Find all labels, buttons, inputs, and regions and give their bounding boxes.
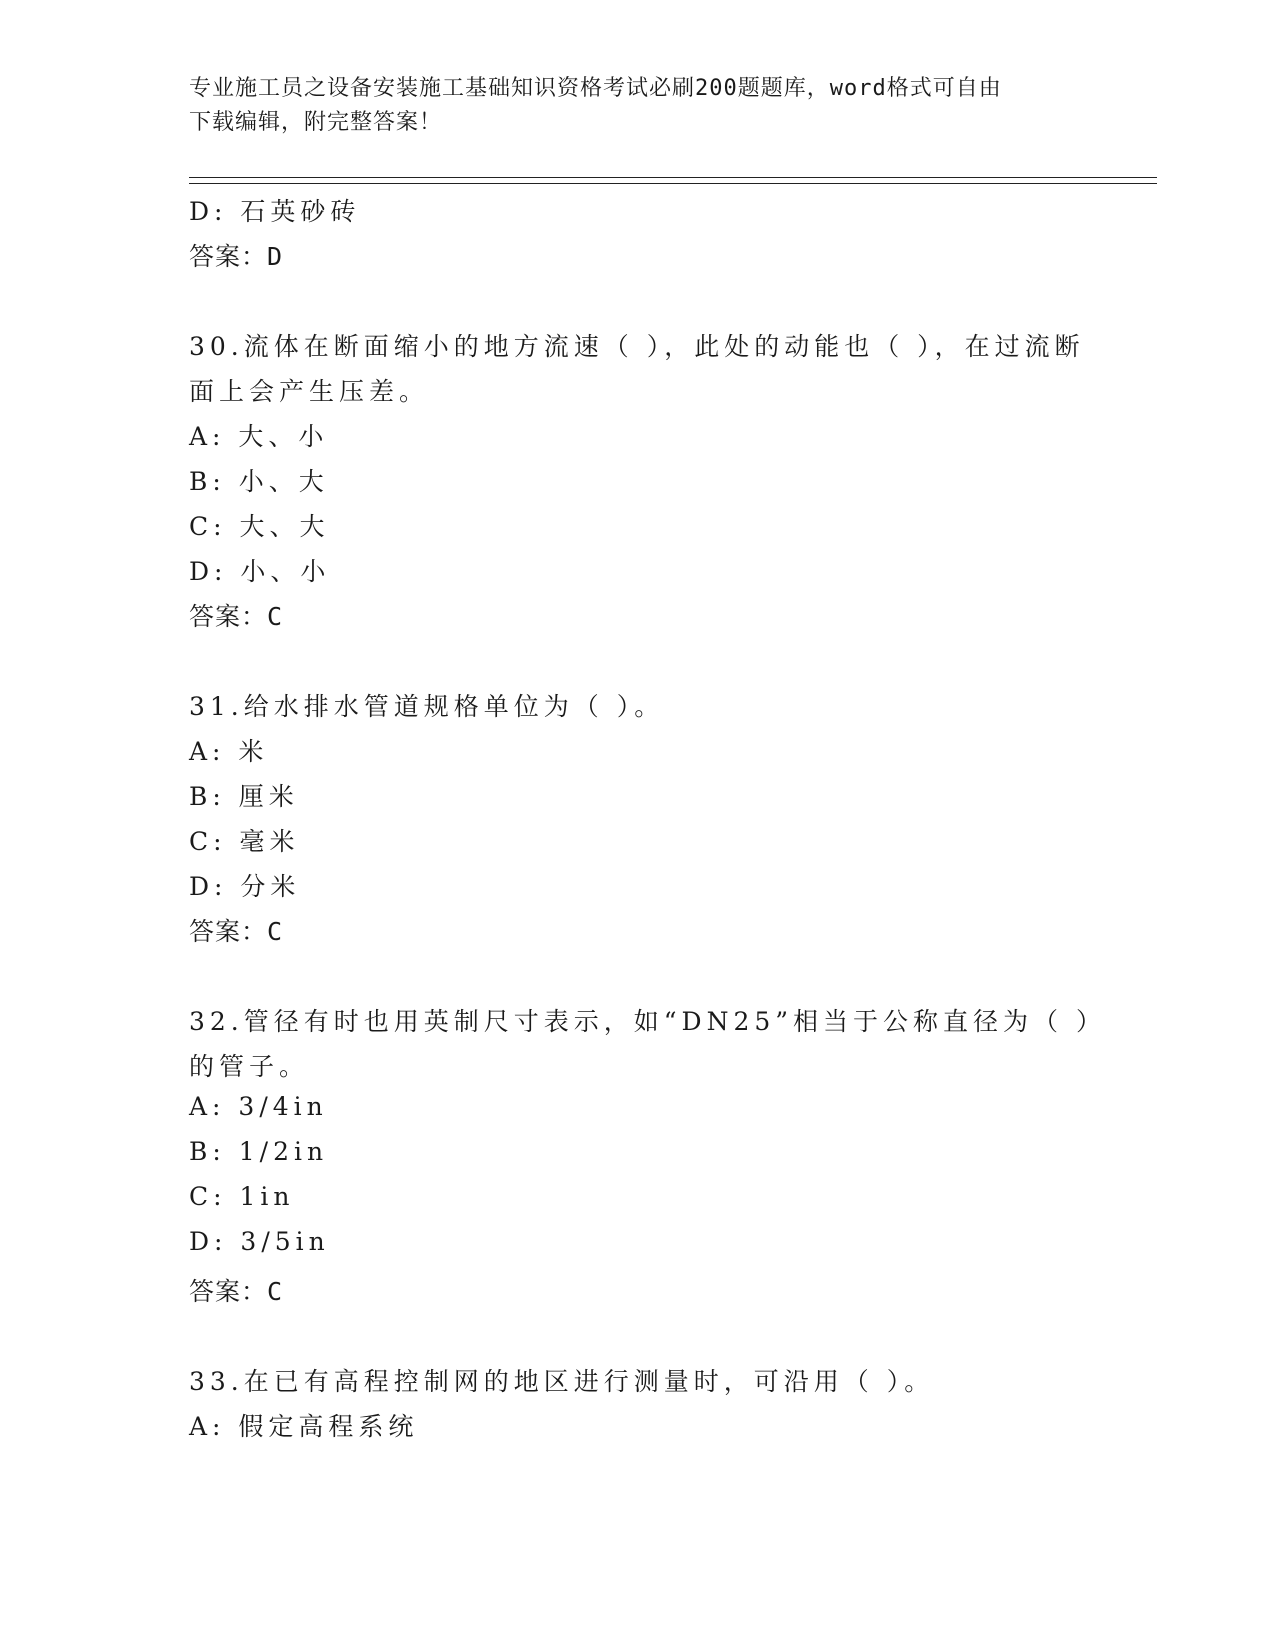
q30-option-c: C: 大、大 xyxy=(189,512,330,541)
q30-stem-line-2: 面上会产生压差。 xyxy=(189,377,430,406)
q33-option-a: A: 假定高程系统 xyxy=(189,1412,419,1441)
q32-answer xyxy=(189,1272,283,1308)
q32-option-d: D: 3/5in xyxy=(189,1227,330,1256)
header-line-1: 专业施工员之设备安装施工基础知识资格考试必刷200题题库，word格式可自由 xyxy=(189,76,1002,101)
q29-option-d: D: 石英砂砖 xyxy=(189,197,361,226)
answer-label: 答案： xyxy=(189,242,268,271)
q32-stem-line-2: 的管子。 xyxy=(189,1052,310,1081)
q31-option-b: B: 厘米 xyxy=(189,782,299,811)
answer-value: C xyxy=(267,1277,284,1306)
q31-stem-line-1: 31.给水排水管道规格单位为（ ）。 xyxy=(189,692,665,721)
q31-option-c: C: 毫米 xyxy=(189,827,300,856)
q30-option-b: B: 小、大 xyxy=(189,467,329,496)
header-divider-top xyxy=(189,177,1157,178)
q32-option-c: C: 1in xyxy=(189,1182,295,1211)
q32-option-a: A: 3/4in xyxy=(189,1092,328,1121)
answer-label: 答案： xyxy=(189,602,268,631)
q32-stem-line-1: 32.管径有时也用英制尺寸表示，如“DN25”相当于公称直径为（ ） xyxy=(189,1007,1106,1036)
q30-answer xyxy=(189,597,283,633)
q29-answer xyxy=(189,237,283,273)
q31-option-a: A: 米 xyxy=(189,737,269,766)
q31-option-d: D: 分米 xyxy=(189,872,301,901)
header-divider-bottom xyxy=(189,183,1157,184)
q30-option-a: A: 大、小 xyxy=(189,422,329,451)
q31-answer xyxy=(189,912,283,948)
answer-value: C xyxy=(267,602,284,631)
answer-label: 答案： xyxy=(189,1277,268,1306)
q30-stem-line-1: 30.流体在断面缩小的地方流速（ ），此处的动能也（ ），在过流断 xyxy=(189,332,1085,361)
q30-option-d: D: 小、小 xyxy=(189,557,331,586)
answer-label: 答案： xyxy=(189,917,268,946)
q33-stem-line-1: 33.在已有高程控制网的地区进行测量时，可沿用（ ）。 xyxy=(189,1367,935,1396)
answer-value: C xyxy=(267,917,284,946)
header-line-2: 下载编辑，附完整答案！ xyxy=(189,110,443,135)
answer-value: D xyxy=(267,242,284,271)
document-header xyxy=(189,72,1089,140)
q32-option-b: B: 1/2in xyxy=(189,1137,329,1166)
